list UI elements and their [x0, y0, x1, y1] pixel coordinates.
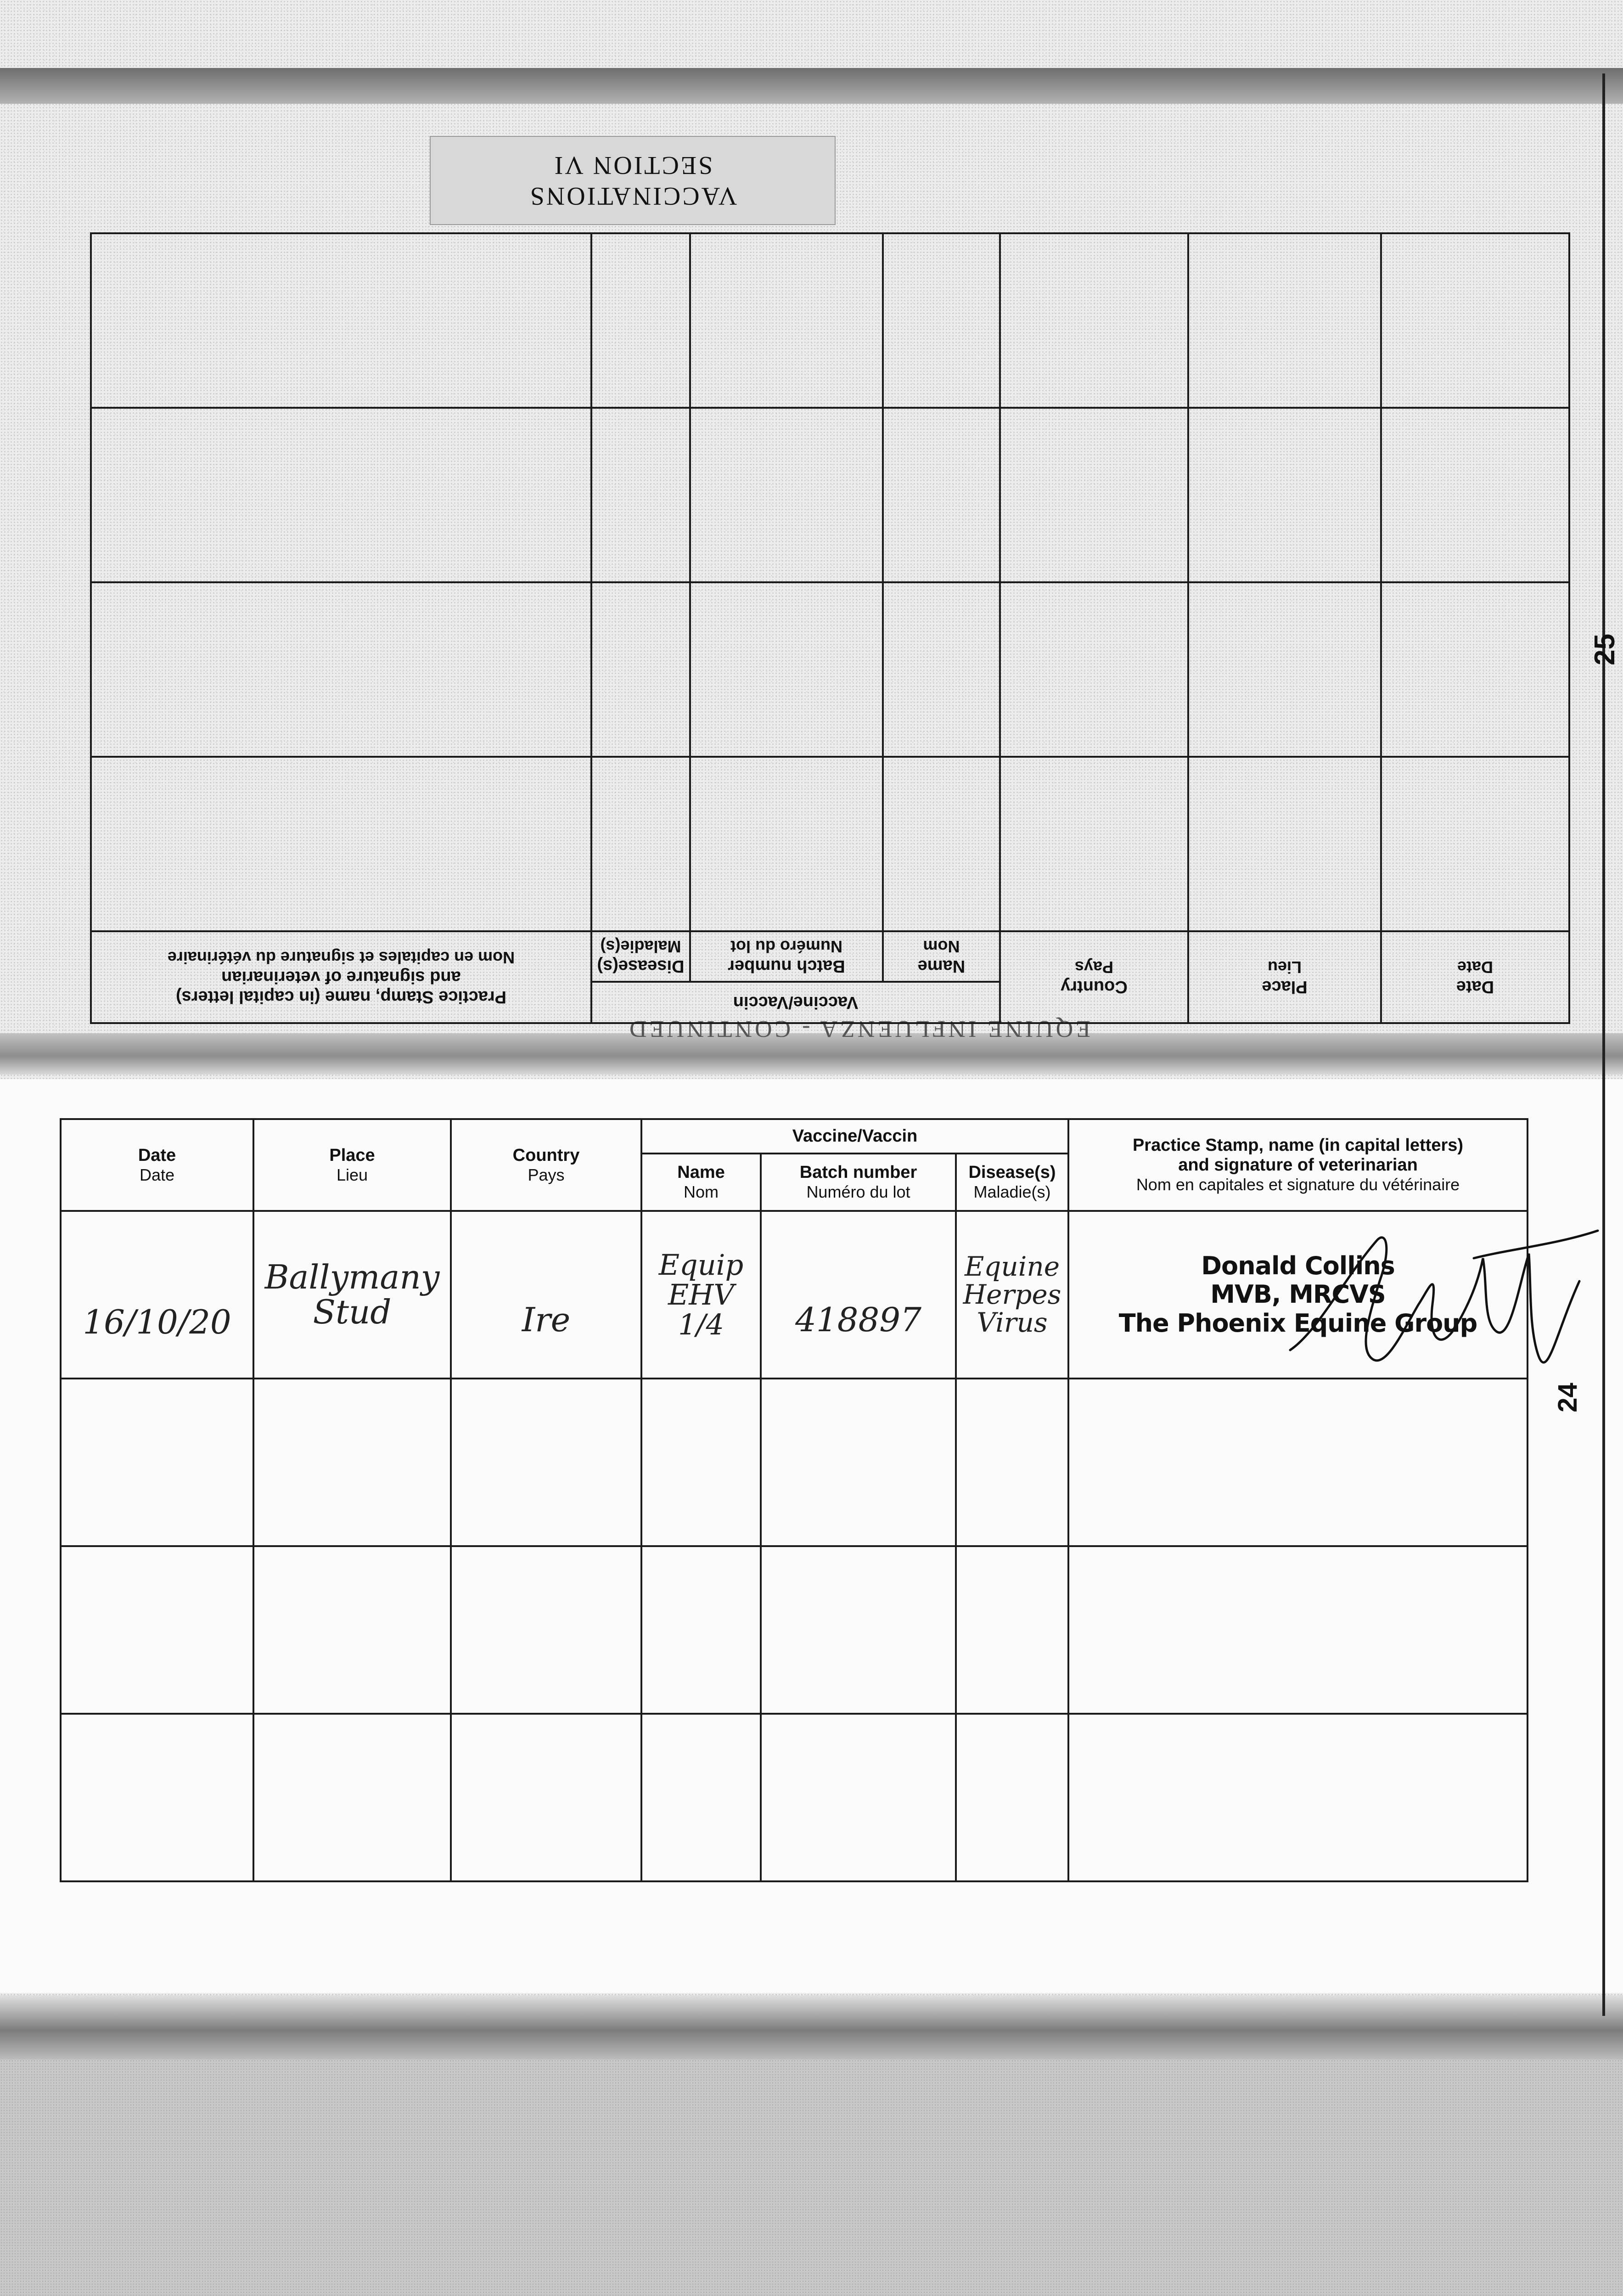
handwritten-name-line1: Equip [658, 1248, 744, 1282]
cell-place [253, 1211, 451, 1379]
header-name: Name Nom [641, 1154, 761, 1211]
handwritten-disease-line2: Herpes [963, 1279, 1061, 1311]
bottom-cover [0, 2060, 1623, 2296]
header-vaccine-group: Vaccine/Vaccin [591, 982, 1000, 1023]
header-batch: Batch number Numéro du lot [690, 931, 883, 982]
section-title-box [430, 136, 836, 225]
page-number-25: 25 [1589, 634, 1621, 665]
bottom-binding-shadow [0, 1995, 1623, 2060]
table-row [61, 1714, 1528, 1881]
stamp-practice-name: The Phoenix Equine Group [1118, 1308, 1477, 1338]
handwritten-place-line1: Ballymany [264, 1257, 440, 1296]
handwritten-batch: 418897 [795, 1300, 921, 1339]
cell-batch [761, 1211, 956, 1379]
stamp-qualifications: MVB, MRCVS [1210, 1280, 1386, 1309]
section-title: VACCINATIONS [528, 182, 737, 211]
header-practice-stamp: Practice Stamp, name (in capital letters) and signature of veterinarian Nom en capitales et signature du vétérinaire [91, 931, 591, 1023]
handwritten-country: Ire [522, 1300, 571, 1339]
table-row [91, 582, 1569, 757]
handwritten-name-line3: 1/4 [678, 1308, 724, 1342]
upper-page-rotated [55, 106, 1621, 1042]
page-number-24: 24 [1552, 1383, 1583, 1412]
header-date: Date Date [1381, 931, 1569, 1023]
cell-disease [956, 1211, 1068, 1379]
table-row [91, 757, 1569, 931]
header-batch: Batch number Numéro du lot [761, 1154, 956, 1211]
header-place: Place Lieu [1188, 931, 1381, 1023]
top-binding-shadow [0, 68, 1623, 104]
header-country: Country Pays [1000, 931, 1188, 1023]
header-place: Place Lieu [253, 1119, 451, 1211]
table-row [91, 408, 1569, 582]
table-row [61, 1546, 1528, 1714]
cell-date [61, 1211, 253, 1379]
vaccination-table-upper [90, 232, 1570, 1024]
handwritten-disease-line3: Virus [977, 1306, 1048, 1338]
header-vaccine-group: Vaccine/Vaccin [641, 1119, 1068, 1154]
table-row [91, 233, 1569, 408]
page-edge-line [1602, 73, 1605, 2016]
header-practice-stamp: Practice Stamp, name (in capital letters) and signature of veterinarian Nom en capitales et signature du vétérinaire [1068, 1119, 1528, 1211]
handwritten-name-line2: EHV [668, 1277, 735, 1311]
handwritten-place-line2: Stud [313, 1292, 392, 1331]
veterinarian-signature [1281, 1212, 1602, 1405]
header-disease: Disease(s) Maladie(s) [956, 1154, 1068, 1211]
running-head: EQUINE INFLUENZA - CONTINUED [627, 1016, 1090, 1042]
cell-country [451, 1211, 641, 1379]
handwritten-disease-line1: Equine [964, 1251, 1060, 1283]
cell-vaccine-name [641, 1211, 761, 1379]
header-country: Country Pays [451, 1119, 641, 1211]
header-date: Date Date [61, 1119, 253, 1211]
stamp-vet-name: Donald Collins [1201, 1251, 1395, 1281]
header-disease: Disease(s) Maladie(s) [591, 931, 690, 982]
section-number: SECTION VI [552, 151, 713, 180]
header-name: Name Nom [883, 931, 1000, 982]
handwritten-date: 16/10/20 [83, 1302, 231, 1341]
